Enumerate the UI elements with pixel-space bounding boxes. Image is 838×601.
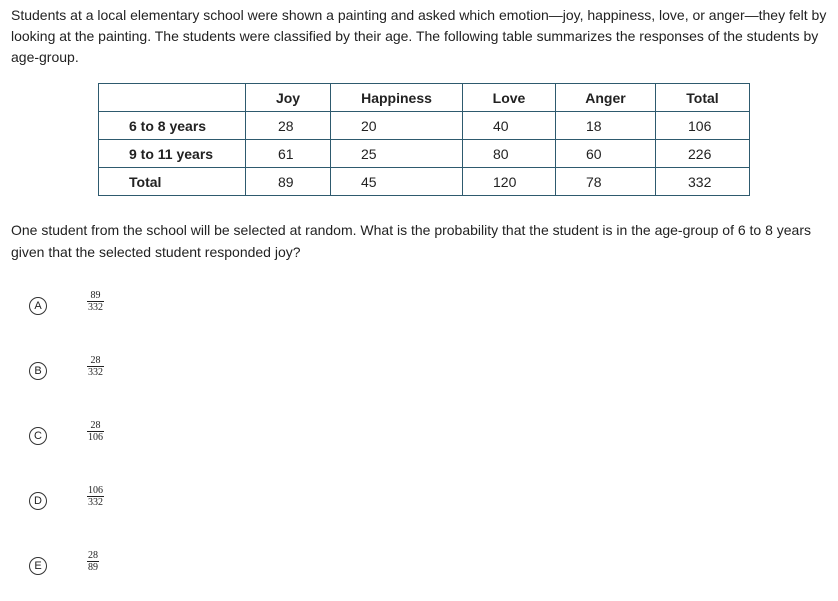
choice-fraction-b — [87, 355, 104, 378]
table-cell: 332 — [656, 168, 750, 196]
choice-letter-e: E — [29, 557, 47, 575]
fraction-numerator: 28 — [88, 550, 98, 561]
choice-fraction-d — [87, 485, 104, 508]
table-cell: 78 — [556, 168, 656, 196]
table-header-row — [99, 84, 750, 112]
fraction-denominator: 332 — [88, 367, 103, 378]
fraction-denominator: 89 — [88, 562, 98, 573]
choice-d[interactable] — [29, 482, 229, 522]
table-cell: 60 — [556, 140, 656, 168]
choice-letter-b: B — [29, 362, 47, 380]
row-label: 6 to 8 years — [99, 112, 246, 140]
table-header-love: Love — [463, 84, 556, 112]
table-cell: 25 — [331, 140, 463, 168]
choice-e[interactable] — [29, 547, 229, 587]
fraction-denominator: 332 — [88, 302, 103, 313]
table-cell: 89 — [246, 168, 331, 196]
table-row — [99, 112, 750, 140]
choice-letter-a: A — [29, 297, 47, 315]
fraction-numerator: 106 — [88, 485, 103, 496]
table-cell: 18 — [556, 112, 656, 140]
table-header-anger: Anger — [556, 84, 656, 112]
choice-fraction-c — [87, 420, 104, 443]
choice-c[interactable] — [29, 417, 229, 457]
fraction-numerator: 89 — [90, 290, 101, 301]
table-cell: 61 — [246, 140, 331, 168]
table-cell: 106 — [656, 112, 750, 140]
question-text: One student from the school will be selected at random. What is the probability that the student is in the age-group of 6 to 8 years given that the selected student responded joy? — [11, 222, 812, 260]
table-header-happiness: Happiness — [331, 84, 463, 112]
choice-letter-c: C — [29, 427, 47, 445]
table-row — [99, 140, 750, 168]
table-cell: 45 — [331, 168, 463, 196]
table-header-total: Total — [656, 84, 750, 112]
table-header-empty — [99, 84, 246, 112]
choice-fraction-a — [87, 290, 104, 313]
table-cell: 40 — [463, 112, 556, 140]
row-label: Total — [99, 168, 246, 196]
response-table — [98, 83, 750, 196]
choice-letter-d: D — [29, 492, 47, 510]
table-row — [99, 168, 750, 196]
fraction-denominator: 332 — [88, 497, 103, 508]
intro-text: Students at a local elementary school were shown a painting and asked which emotion—joy, happiness, love, or anger—they felt by looking at the painting. The students were classified by their age. The following table summarizes the responses of the students by age-group. — [11, 7, 827, 65]
choice-a[interactable] — [29, 287, 229, 327]
fraction-numerator: 28 — [90, 355, 101, 366]
choice-fraction-e — [87, 550, 99, 573]
table-header-joy: Joy — [246, 84, 331, 112]
table-cell: 80 — [463, 140, 556, 168]
fraction-denominator: 106 — [88, 432, 103, 443]
table-cell: 120 — [463, 168, 556, 196]
table-cell: 226 — [656, 140, 750, 168]
table-cell: 20 — [331, 112, 463, 140]
choice-b[interactable] — [29, 352, 229, 392]
fraction-numerator: 28 — [90, 420, 101, 431]
row-label: 9 to 11 years — [99, 140, 246, 168]
table-cell: 28 — [246, 112, 331, 140]
